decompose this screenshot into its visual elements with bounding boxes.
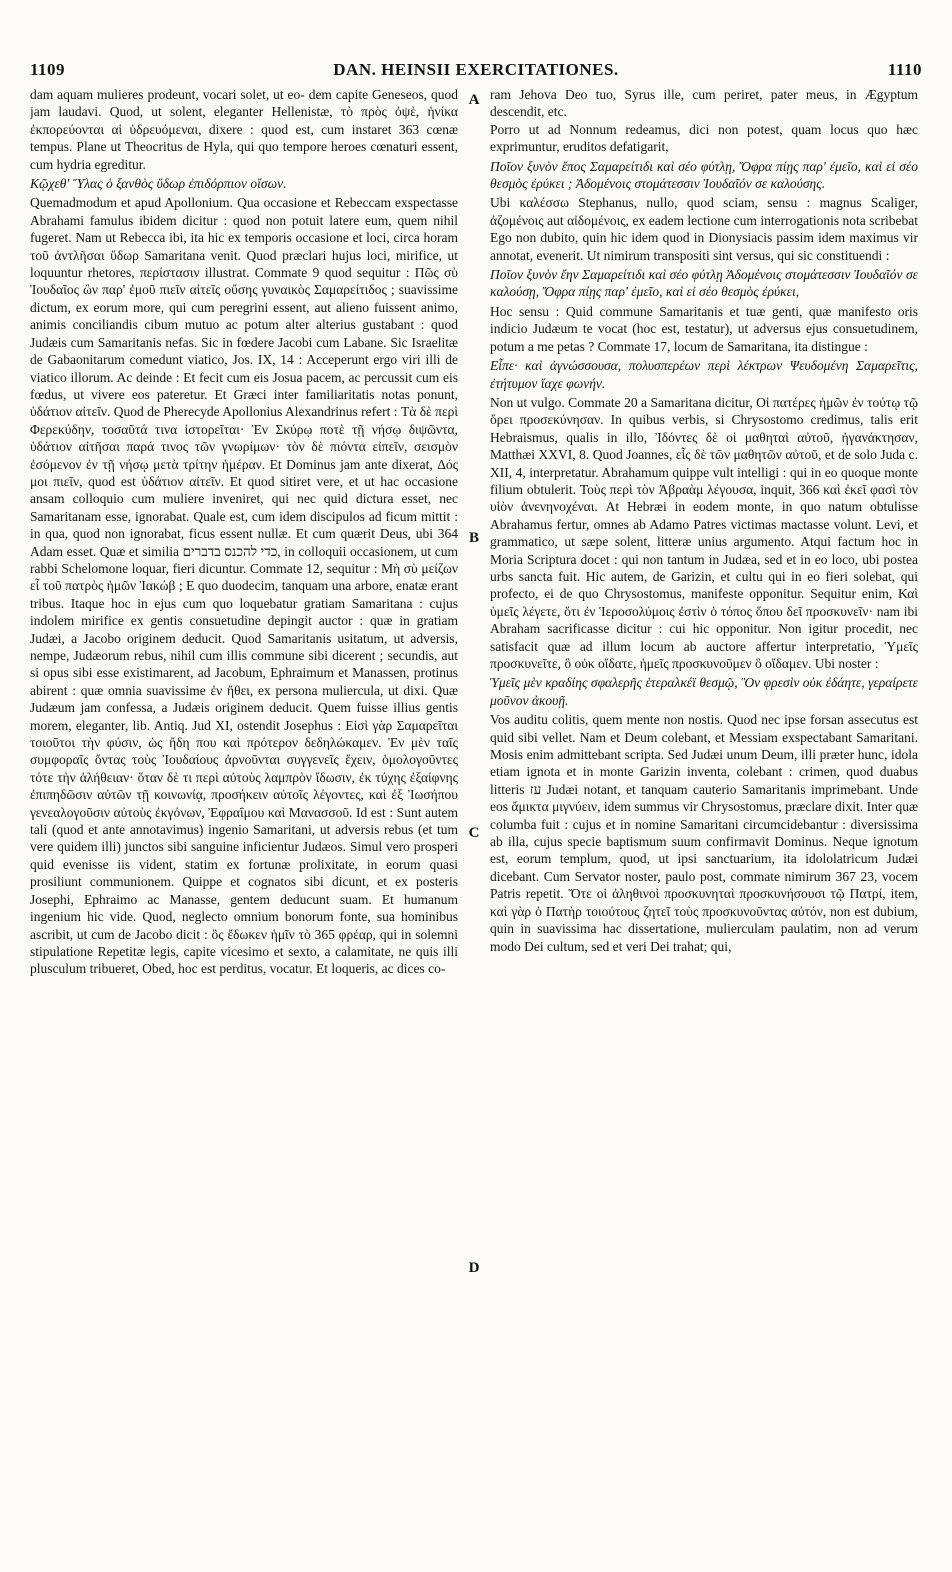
page-number-right: 1110 — [887, 60, 922, 79]
margin-marker-c: C — [468, 825, 480, 841]
paragraph: Quemadmodum et apud Apollonium. Qua occasione et Rebeccam exspectasse Abrahami famulus ibidem dicitur : quod non potuit latere eum, quem nihil fugeret. Nam ut Rebecca ibi, ita hic ex temporis occasione et loci, circa horam τοῦ ἀντλῆσαι ὕδωρ Samaritana venit. Quod præclari hujus loci, mirifice, ut loquuntur rhetores, περίστασιν illustrat. Commate 9 quod sequitur : Πῶς σὺ Ἰουδαῖος ὢν παρ' ἐμοῦ πιεῖν αἰτεῖς οὔσης γυναικὸς Σαμαρείτιδος ; suavissime dictum, ex eorum more, qui cum peregrini essent, aut alieno fuissent animo, animis conciliandis cibum mutuo ac potum alter alterius gustabant : quod Judæis cum Samaritanis nefas. Sic in fœdere Jacobi cum Labane. Sic Israelitæ de Gabaonitarum comedunt viatico, Jos. IX, 14 : Acceperunt ergo viri illi de viatico illorum. Ac deinde : Et fecit cum eis Josua pacem, ac percussit cum eis fœdus, ut vivere eos pateretur. Et Græci inter familiaritatis notas ponunt, ὑδάτιον αἰτεῖν. Quod de Pherecyde Apollonius Alexandrinus refert : Τὰ δὲ περὶ Φερεκύδην, τοσαῦτά τινα ἱστορεῖται· Ἐν Σκύρῳ ποτὲ τῇ νήσῳ διψῶντα, ὑδάτιον αἰτῆσαι παρά τινος τῶν γνωρίμων· τὸν δὲ πιόντα εἰπεῖν, σεισμὸν ἐσόμενον ἐν τῇ νήσῳ μετὰ τρίτην ἡμέραν. Et Dominus jam ante dixerat, Δός μοι πιεῖν, quod est ὑδάτιον αἰτεῖν. Et quod sitiret vere, et ut hac occasione ansam colloquio cum muliere inveniret, qui nec quid dictura esset, nec Samaritanam esse, ignorabat. Quale est, cum idem discipulos ad ficum mittit : in qua, quod non ignorabat, ficus essent nullæ. Et cum quærit Deus, ubi 364 Adam esset. Quæ et similia כדי להכנס בדברים, in colloquii occasionem, ut cum rabbi Schelomone loquar, fieri dicuntur. Commate 12, sequitur : Μὴ σὺ μείζων εἶ τοῦ πατρὸς ἡμῶν Ἰακώβ ; E quo duodecim, tanquam una arbore, enatæ erant tribus. Itaque hoc in ejus cum quo loquebatur gratiam Samaritana : cujus indolem mirifice ex gentis consuetudine depingit auctor : quæ in gratiam Judæi, a Jacobo originem deducit. Quod Samaritanis usitatum, ut adversis, nempe, Judæorum rebus, nihil cum illis commune sibi dicerent ; secundis, aut si opus sibi esse existimarent, ad Jacobum, Ephraimum et Manassen, protinus abirent : quæ omnia suavissime ἐν ἤθει, ex persona muliercula, ut dixi. Quæ Judæum jam confessa, a Judæis originem deducit. Quem fuisse illius gentis morem, eleganter, lib. Antiq. Jud XI, ostendit Josephus : Εἰσὶ γὰρ Σαμαρεῖται τοιοῦτοι τὴν φύσιν, ὡς ἤδη που καὶ πρότερον δεδηλώκαμεν. Ἐν μὲν ταῖς συμφοραῖς ὄντας τοὺς Ἰουδαίους ἀρνοῦνται συγγενεῖς ἔχειν, ὁμολογοῦντες τότε τὴν ἀλήθειαν· ὅταν δὲ τι περὶ αὐτοὺς λαμπρὸν ἴδωσιν, ἐκ τύχης ἐξαίφνης ἐπιπηδῶσιν αὐτῶν τῇ κοινωνίᾳ, προσήκειν αὐτοῖς λέγοντες, καὶ ἐξ Ἰωσήπου γενεαλογοῦσιν αὐτοὺς ἐκγόνων, Ἐφραΐμου καὶ Μανασσοῦ. Id est : Sunt autem tali (quod et ante annotavimus) ingenio Samaritani, ut adversis rebus (et tum vere quidem illi) junctos sibi sanguine inficientur Judæos. Simul vero prosperi quid evenisse iis vident, statim ex fortunæ prolixitate, in eorum quasi prosiliunt communionem. Quippe et cognatos sibi dicunt, et ex posteris Josephi, Ephraimo ac Manasse, gentem deducunt suam. Et humanum ingenium hic vide. Quod, neglecto omnium bonorum fonte, sua hominibus ascribit, ut cum de Jacobo dicit : ὃς ἔδωκεν ἡμῖν τὸ 365 φρέαρ, qui in solemni stipulatione Repetitæ legis, capite vicesimo et sexto, a calamitate, ne quis illi plusculum tribueret, Obed, hoc est perditus, vocatur. Et loqueris, ac dices co- — [30, 195, 458, 977]
margin-marker-d: D — [468, 1260, 480, 1276]
left-column — [30, 86, 458, 1526]
running-title: DAN. HEINSII EXERCITATIONES. — [333, 60, 619, 79]
verse-quotation: Ποῖον ξυνὸν ἔην Σαμαρείτιδι καὶ σέο φύτλῃ Ἀδομένοις στομάτεσσιν Ἰουδαῖόν σε καλούσῃ, Ὄφρα πίῃς παρ' ἐμεῖο, καὶ εἰ σέο θεσμὸς ἐρύκει, — [490, 267, 918, 300]
page-number-left: 1109 — [30, 60, 66, 79]
right-column — [490, 86, 918, 1526]
margin-marker-b: B — [468, 530, 479, 546]
paragraph: ram Jehova Deo tuo, Syrus ille, cum periret, pater meus, in Ægyptum descendit, etc. — [490, 87, 918, 120]
paragraph: dam aquam mulieres prodeunt, vocari solet, ut eo- dem capite Geneseos, quod jam laudavi. Quod, ut solent, eleganter Hellenistæ, τὸ πρὸς ὀψὲ, ἡνίκα ἐκπορεύονται αἱ ὑδρευόμεναι, dixere : quod est, cum instaret 363 cœnæ tempus. Plane ut Theocritus de Hyla, qui quo tempore heroes cœnaturi essent, cum hydria egreditur. — [30, 87, 458, 172]
verse-quotation: Ὑμεῖς μὲν κραδίης σφαλερῆς ἑτεραλκέϊ θεσμῷ, Ὃν φρεσὶν οὐκ ἐδάητε, γεραίρετε μοῦνον ἀκουῇ. — [490, 675, 918, 708]
paragraph: Ubi καλέσσω Stephanus, nullo, quod sciam, sensu : magnus Scaliger, ἀζομένοις aut αἰδομένοις, ex eadem lectione cum interrogationis nota scribebat Ego non dubito, quin hic idem quod in Dionysiacis passim idem maximus vir annotat, evenerit. Ut nimirum transpositi sint versus, qui sic constituendi : — [490, 195, 918, 263]
verse-quotation: Κῷχεθ' Ὕλας ὁ ξανθὸς ὕδωρ ἐπιδόρπιον οἴσων. — [30, 176, 287, 192]
verse-quotation: Εἶπε· καὶ ἀγνώσσουσα, πολυσπερέων περὶ λέκτρων Ψευδομένη Σαμαρεῖτις, ἐτήτυμον ἴαχε φωνήν. — [490, 358, 918, 391]
margin-marker-a: A — [468, 92, 480, 108]
paragraph: Porro ut ad Nonnum redeamus, dici non potest, quam locus quo hæc exprimuntur, eruditos defatigarit, — [490, 121, 918, 155]
running-header — [30, 60, 922, 82]
paragraph: Vos auditu colitis, quem mente non nostis. Quod nec ipse forsan assecutus est quid sibi vellet. Nam et Deum colebant, et Messiam exspectabant Samaritani. Mosis enim admittebant scripta. Sed Judæi unum Deum, illi præter hunc, idola etiam ignota et in monte Garizin inventa, colebant : crimen, quod duabus litteris עז Judæi notant, et tanquam cauterio Samaritanis imprimebant. Unde eos ἄμικτα μιγνύειν, idem summus vir Chrysostomus, præclare dixit. Inter quæ columba fuit : cujus et in nomine Samaritani circumcidebantur : diversissima ab illa, cujus specie baptismum suum confirmavit Dominus. Neque ignotum est, eorum templum, quod, ut ipsi sanctuarium, ita idololatricum Judæi dicebant. Cum Servator noster, paulo post, commate nimirum 367 23, vocem Patris repetit. Ὅτε οἱ ἀληθινοὶ προσκυνηταὶ προσκυνήσουσι τῷ Πατρί, item, καὶ γὰρ ὁ Πατὴρ τοιούτους ζητεῖ τοὺς προσκυνοῦντας αὐτόν, non est dubium, quin in suavissima hac dissertatione, mulierculam paulatim, non ad verum modo Dei cultum, sed et veri Dei trahat; qui, — [490, 712, 918, 954]
paragraph: Hoc sensu : Quid commune Samaritanis et tuæ genti, quæ manifesto oris indicio Judæum te vocat (hoc est, testatur), ut adversus ejus consuetudinem, potum a me petas ? Commate 17, locum de Samaritana, ita distingue : — [490, 303, 918, 354]
verse-quotation: Ποῖον ξυνὸν ἔπος Σαμαρείτιδι καὶ σέο φύτλῃ, Ὄφρα πίῃς παρ' ἐμεῖο, καὶ εἰ σέο θεσμὸς ἐρύκει ; Ἀδομένοις στομάτεσσιν Ἰουδαῖόν σε καλούσης. — [490, 158, 918, 192]
paragraph: Non ut vulgo. Commate 20 a Samaritana dicitur, Οἱ πατέρες ἡμῶν ἐν τούτῳ τῷ ὄρει προσεκύνησαν. In quibus verbis, si Chrysostomo credimus, talis erit Hebraismus, qualis in illo, Ἰδόντες δὲ οἱ μαθηταὶ αὐτοῦ, ἠγανάκτησαν, Matthæi XXVI, 8. Quod Joannes, εἷς δὲ τῶν μαθητῶν αὐτοῦ, et de solo Juda c. XII, 4, interpretatur. Abrahamum quippe vult intelligi : qui in eo quoque monte filium obtulerit. Τοὺς περὶ τὸν Ἀβραὰμ λέγουσα, inquit, 366 καὶ ἐκεῖ φασὶ τὸν υἱὸν ἀνενηνοχέναι. At Hebræi in eodem monte, in quo natum obtulisse Abrahamus fertur, omnes ab Adamo Patres victimas mactasse volunt. Levi, et grammatico, ut sæpe solent, litteræ unius argumento. Atqui factum hoc in Moria Scriptura docet : qui non tantum in Judæa, sed et in eo loco, ubi postea urbs sancta fuit. Hic autem, de Garizin, et cultu qui in eo fieri solebat, qui profecto, ei de quo Chrysostomus, manifeste opponitur. Sequitur enim, Καὶ ὑμεῖς λέγετε, ὅτι ἐν Ἱεροσολύμοις ἐστὶν ὁ τόπος ὅπου δεῖ προσκυνεῖν· nam ibi Abraham sacrificasse dicitur : cui hic opponitur. Non igitur procedit, nec satisfacit quæ ad illum locum ab auctore affertur interpretatio, Ὑμεῖς προσκυνεῖτε, ὃ οὐκ οἴδατε, ἡμεῖς προσκυνοῦμεν ὃ οἴδαμεν. Ubi noster : — [490, 394, 918, 671]
